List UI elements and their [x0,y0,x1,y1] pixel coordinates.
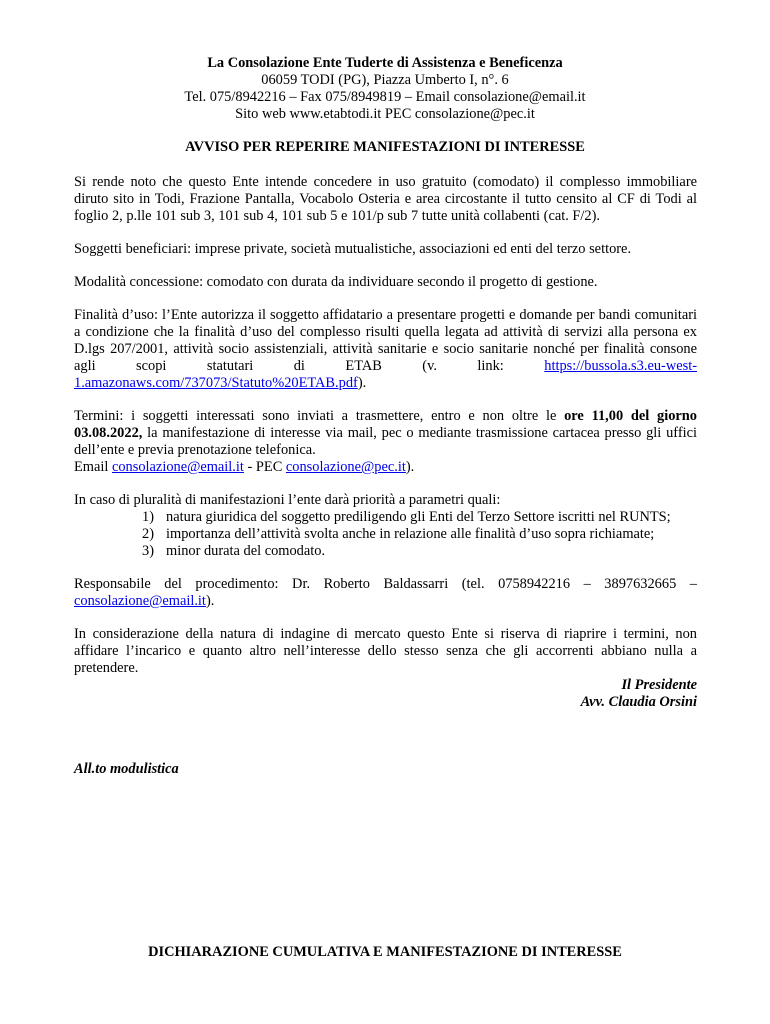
priority-list [74,509,697,560]
org-name: La Consolazione Ente Tuderte di Assistenza e Beneficenza [207,55,563,71]
terms-end: ). [405,459,415,475]
attachment-note: All.to modulistica [74,761,179,777]
paragraph-beneficiaries: Soggetti beneficiari: imprese private, società mutualistiche, associazioni ed enti del terzo settore. [74,241,632,257]
paragraph-concession: Modalità concessione: comodato con durata da individuare secondo il progetto di gestione. [74,274,598,290]
signature-role: Il Presidente [621,677,697,693]
notice-body [74,174,697,711]
terms-post: la manifestazione di interesse via mail, pec o mediante trasmissione cartacea presso gli uffici dell’ente e previa prenotazione telefonica. [74,425,697,458]
email-label: Email [74,459,112,475]
paragraph-priority [74,492,697,560]
org-address: 06059 TODI (PG), Piazza Umberto I, n°. 6 [261,72,509,88]
paragraph-purpose [74,307,697,392]
responsible-text: Responsabile del procedimento: Dr. Roberto Baldassarri (tel. 0758942216 – 3897632665 – [74,576,697,592]
purpose-end: ). [357,375,367,391]
org-web: Sito web www.etabtodi.it PEC consolazione@pec.it [235,106,535,122]
statuto-link[interactable]: https://bussola.s3.eu-west-1.amazonaws.com/737073/Statuto%20ETAB.pdf [74,358,697,391]
responsible-end: ). [205,593,215,609]
paragraph-property: Si rende noto che questo Ente intende concedere in uso gratuito (comodato) il complesso immobiliare diruto sito in Todi, Frazione Pantalla, Vocabolo Osteria e area circostante il tutto censito al CF di Todi al foglio 2, p.lle 101 sub 3, 101 sub 4, 101 sub 5 e 101/p sub 7 tutte unità collabenti (cat. F/2). [74,174,697,224]
purpose-text: Finalità d’uso: l’Ente autorizza il soggetto affidatario a presentare progetti e domande per bandi comunitari a condizione che la finalità d’uso del complesso risulti quella legata ad attività di servizi alla persona ex D.lgs 207/2001, attività socio assistenziali, attività sanitarie e socio sanitarie nonché per finalità consone agli scopi statutari di ETAB (v. link: [74,307,697,374]
paragraph-reservation: In considerazione della natura di indagine di mercato questo Ente si riserva di riaprire i termini, non affidare l’incarico e quanto altro nell’interesse dello stesso senza che gli accorrenti abbiano nulla a pretendere. [74,626,697,676]
next-section-title: DICHIARAZIONE CUMULATIVA E MANIFESTAZIONE DI INTERESSE [148,944,622,960]
priority-intro: In caso di pluralità di manifestazioni l’ente darà priorità a parametri quali: [74,492,501,508]
org-contacts: Tel. 075/8942216 – Fax 075/8949819 – Email consolazione@email.it [184,89,586,105]
email-link[interactable]: consolazione@email.it [111,459,244,475]
list-item: 3) minor durata del comodato. [142,543,326,559]
pec-link[interactable]: consolazione@pec.it [285,459,406,475]
terms-deadline: ore 11,00 del giorno 03.08.2022, [74,408,698,441]
pec-label: - PEC [243,459,286,475]
list-item: 1) natura giuridica del soggetto prediligendo gli Enti del Terzo Settore iscritti nel RUNTS; [142,509,671,525]
letterhead [0,55,770,123]
signature-name: Avv. Claudia Orsini [580,694,697,710]
paragraph-responsible [74,576,697,610]
terms-pre: Termini: i soggetti interessati sono inviati a trasmettere, entro e non oltre le [74,408,565,424]
notice-title: AVVISO PER REPERIRE MANIFESTAZIONI DI INTERESSE [185,139,585,155]
list-item: 2) importanza dell’attività svolta anche in relazione alle finalità d’uso sopra richiamate; [142,526,655,542]
responsible-email-link[interactable]: consolazione@email.it [74,593,206,609]
paragraph-terms [74,408,697,476]
